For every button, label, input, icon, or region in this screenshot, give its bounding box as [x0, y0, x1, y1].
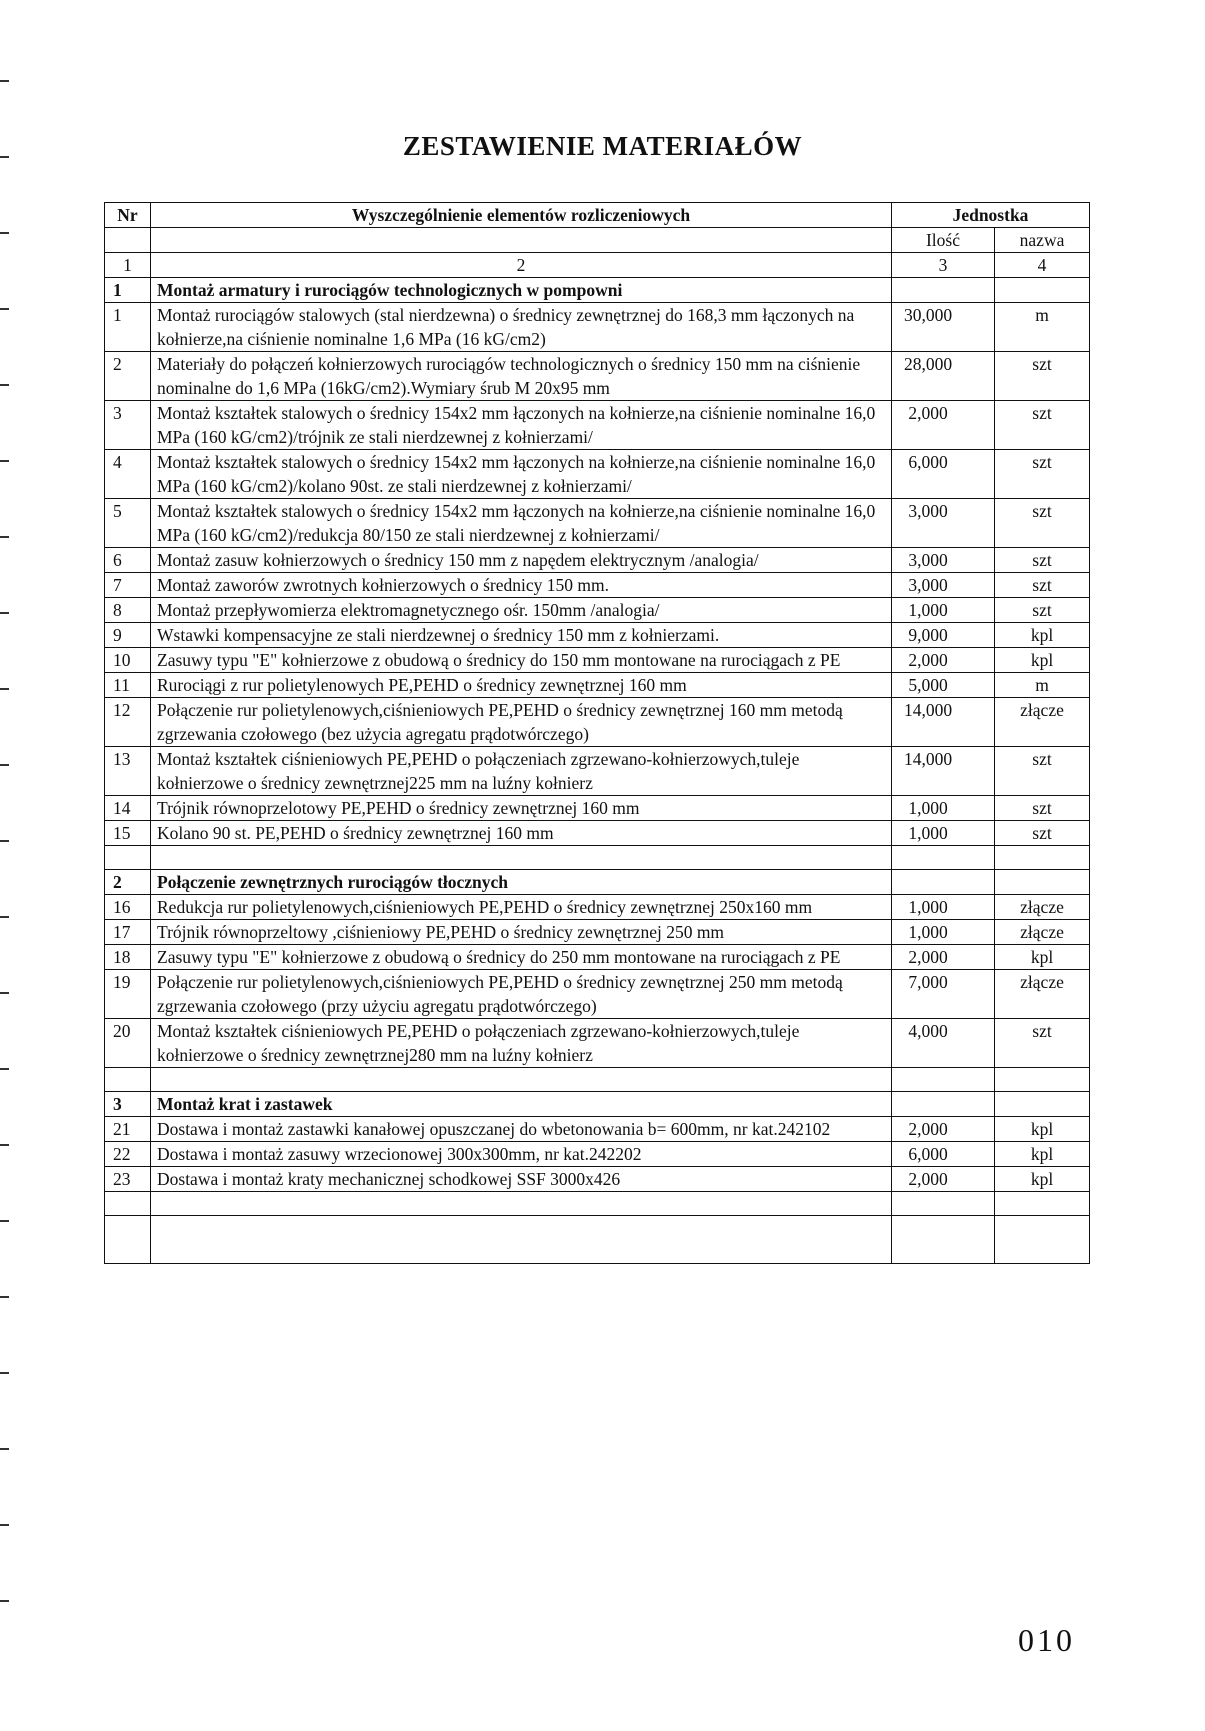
table-row	[105, 970, 1090, 1019]
item-description: Montaż przepływomierza elektromagnetycznego ośr. 150mm /analogia/	[151, 598, 892, 623]
empty-row	[105, 1192, 1090, 1216]
column-number: 1	[105, 253, 151, 278]
item-quantity: 2,000	[892, 648, 995, 673]
item-unit: kpl	[995, 1117, 1090, 1142]
item-description: Montaż kształtek stalowych o średnicy 154x2 mm łączonych na kołnierze,na ciśnienie nominalne 16,0 MPa (160 kG/cm2)/redukcja 80/150 ze stali nierdzewnej z kołnierzami/	[151, 499, 892, 548]
section-title: Połączenie zewnętrznych rurociągów tłocznych	[151, 870, 892, 895]
table-row	[105, 401, 1090, 450]
table-row	[105, 598, 1090, 623]
item-quantity: 3,000	[892, 499, 995, 548]
item-description: Zasuwy typu "E" kołnierzowe z obudową o średnicy do 150 mm montowane na rurociągach z PE	[151, 648, 892, 673]
empty-row	[105, 846, 1090, 870]
item-description: Połączenie rur polietylenowych,ciśnieniowych PE,PEHD o średnicy zewnętrznej 250 mm metodą zgrzewania czołowego (przy użyciu agregatu prądotwórczego)	[151, 970, 892, 1019]
item-number: 4	[105, 450, 151, 499]
item-description: Połączenie rur polietylenowych,ciśnieniowych PE,PEHD o średnicy zewnętrznej 160 mm metodą zgrzewania czołowego (bez użycia agregatu prądotwórczego)	[151, 698, 892, 747]
item-quantity: 3,000	[892, 548, 995, 573]
item-unit: szt	[995, 573, 1090, 598]
item-quantity: 1,000	[892, 598, 995, 623]
empty-row	[105, 1068, 1090, 1092]
item-description: Montaż rurociągów stalowych (stal nierdzewna) o średnicy zewnętrznej do 168,3 mm łączonych na kołnierze,na ciśnienie nominalne 1,6 MPa (16 kG/cm2)	[151, 303, 892, 352]
table-row	[105, 352, 1090, 401]
table-subheader-row	[105, 228, 1090, 253]
item-quantity: 14,000	[892, 747, 995, 796]
item-unit: złącze	[995, 920, 1090, 945]
item-description: Redukcja rur polietylenowych,ciśnieniowych PE,PEHD o średnicy zewnętrznej 250x160 mm	[151, 895, 892, 920]
table-row	[105, 499, 1090, 548]
table-row	[105, 303, 1090, 352]
section-row	[105, 1092, 1090, 1117]
table-row	[105, 945, 1090, 970]
item-number: 14	[105, 796, 151, 821]
item-quantity: 28,000	[892, 352, 995, 401]
header-quantity: Ilość	[892, 228, 995, 253]
item-description: Montaż kształtek ciśnieniowych PE,PEHD o połączeniach zgrzewano-kołnierzowych,tuleje kołnierzowe o średnicy zewnętrznej225 mm na luźny kołnierz	[151, 747, 892, 796]
page-number: 010	[1018, 1622, 1075, 1658]
item-quantity: 1,000	[892, 796, 995, 821]
item-unit: szt	[995, 401, 1090, 450]
item-quantity: 5,000	[892, 673, 995, 698]
item-number: 16	[105, 895, 151, 920]
item-unit: m	[995, 673, 1090, 698]
section-title: Montaż armatury i rurociągów technologicznych w pompowni	[151, 278, 892, 303]
item-number: 23	[105, 1167, 151, 1192]
item-unit: kpl	[995, 945, 1090, 970]
item-number: 10	[105, 648, 151, 673]
page-title: ZESTAWIENIE MATERIAŁÓW	[402, 131, 803, 161]
item-quantity: 14,000	[892, 698, 995, 747]
item-number: 6	[105, 548, 151, 573]
section-row	[105, 870, 1090, 895]
item-number: 11	[105, 673, 151, 698]
item-description: Kolano 90 st. PE,PEHD o średnicy zewnętrznej 160 mm	[151, 821, 892, 846]
item-number: 22	[105, 1142, 151, 1167]
item-number: 3	[105, 401, 151, 450]
item-quantity: 1,000	[892, 920, 995, 945]
item-unit: szt	[995, 821, 1090, 846]
item-number: 8	[105, 598, 151, 623]
item-description: Montaż zaworów zwrotnych kołnierzowych o średnicy 150 mm.	[151, 573, 892, 598]
item-number: 13	[105, 747, 151, 796]
item-description: Montaż zasuw kołnierzowych o średnicy 150 mm z napędem elektrycznym /analogia/	[151, 548, 892, 573]
scan-margin-ticks	[0, 0, 14, 1731]
item-description: Montaż kształtek stalowych o średnicy 154x2 mm łączonych na kołnierze,na ciśnienie nominalne 16,0 MPa (160 kG/cm2)/kolano 90st. ze stali nierdzewnej z kołnierzami/	[151, 450, 892, 499]
item-quantity: 30,000	[892, 303, 995, 352]
table-row	[105, 450, 1090, 499]
table-row	[105, 548, 1090, 573]
item-number: 2	[105, 352, 151, 401]
header-nr: Nr	[105, 203, 151, 228]
item-quantity: 2,000	[892, 1167, 995, 1192]
header-description: Wyszczególnienie elementów rozliczeniowych	[151, 203, 892, 228]
item-unit: szt	[995, 747, 1090, 796]
section-number: 3	[105, 1092, 151, 1117]
item-description: Zasuwy typu "E" kołnierzowe z obudową o średnicy do 250 mm montowane na rurociągach z PE	[151, 945, 892, 970]
item-unit: szt	[995, 796, 1090, 821]
item-quantity: 2,000	[892, 945, 995, 970]
item-description: Dostawa i montaż zasuwy wrzecionowej 300x300mm, nr kat.242202	[151, 1142, 892, 1167]
item-number: 5	[105, 499, 151, 548]
item-number: 21	[105, 1117, 151, 1142]
header-unit-name: nazwa	[995, 228, 1090, 253]
item-quantity: 4,000	[892, 1019, 995, 1068]
item-number: 19	[105, 970, 151, 1019]
table-header-row	[105, 203, 1090, 228]
item-unit: szt	[995, 352, 1090, 401]
item-quantity: 1,000	[892, 821, 995, 846]
item-quantity: 2,000	[892, 401, 995, 450]
item-unit: kpl	[995, 1167, 1090, 1192]
item-quantity: 6,000	[892, 1142, 995, 1167]
item-unit: złącze	[995, 698, 1090, 747]
item-description: Materiały do połączeń kołnierzowych rurociągów technologicznych o średnicy 150 mm na ciśnienie nominalne do 1,6 MPa (16kG/cm2).Wymiary śrub M 20x95 mm	[151, 352, 892, 401]
item-number: 15	[105, 821, 151, 846]
item-quantity: 2,000	[892, 1117, 995, 1142]
table-row	[105, 623, 1090, 648]
item-quantity: 3,000	[892, 573, 995, 598]
section-row	[105, 278, 1090, 303]
column-number: 4	[995, 253, 1090, 278]
item-description: Montaż kształtek ciśnieniowych PE,PEHD o połączeniach zgrzewano-kołnierzowych,tuleje kołnierzowe o średnicy zewnętrznej280 mm na luźny kołnierz	[151, 1019, 892, 1068]
item-description: Trójnik równoprzelotowy PE,PEHD o średnicy zewnętrznej 160 mm	[151, 796, 892, 821]
item-quantity: 6,000	[892, 450, 995, 499]
table-row	[105, 1019, 1090, 1068]
item-number: 20	[105, 1019, 151, 1068]
table-row	[105, 573, 1090, 598]
table-row	[105, 1117, 1090, 1142]
item-number: 18	[105, 945, 151, 970]
table-row	[105, 920, 1090, 945]
table-row	[105, 1167, 1090, 1192]
item-unit: złącze	[995, 895, 1090, 920]
item-unit: szt	[995, 548, 1090, 573]
materials-table	[104, 202, 1090, 1264]
table-row	[105, 1142, 1090, 1167]
empty-row	[105, 1216, 1090, 1264]
table-row	[105, 796, 1090, 821]
item-quantity: 7,000	[892, 970, 995, 1019]
item-number: 17	[105, 920, 151, 945]
table-row	[105, 895, 1090, 920]
item-quantity: 9,000	[892, 623, 995, 648]
item-number: 7	[105, 573, 151, 598]
item-description: Rurociągi z rur polietylenowych PE,PEHD o średnicy zewnętrznej 160 mm	[151, 673, 892, 698]
item-description: Wstawki kompensacyjne ze stali nierdzewnej o średnicy 150 mm z kołnierzami.	[151, 623, 892, 648]
table-row	[105, 821, 1090, 846]
table-row	[105, 648, 1090, 673]
item-number: 9	[105, 623, 151, 648]
item-unit: m	[995, 303, 1090, 352]
column-number: 2	[151, 253, 892, 278]
item-unit: złącze	[995, 970, 1090, 1019]
item-unit: szt	[995, 1019, 1090, 1068]
item-description: Trójnik równoprzeltowy ,ciśnieniowy PE,PEHD o średnicy zewnętrznej 250 mm	[151, 920, 892, 945]
item-unit: szt	[995, 598, 1090, 623]
table-row	[105, 698, 1090, 747]
item-number: 12	[105, 698, 151, 747]
table-row	[105, 747, 1090, 796]
header-unit: Jednostka	[892, 203, 1090, 228]
item-unit: kpl	[995, 648, 1090, 673]
item-description: Dostawa i montaż zastawki kanałowej opuszczanej do wbetonowania b= 600mm, nr kat.242102	[151, 1117, 892, 1142]
table-row	[105, 673, 1090, 698]
item-unit: kpl	[995, 623, 1090, 648]
item-number: 1	[105, 303, 151, 352]
item-description: Dostawa i montaż kraty mechanicznej schodkowej SSF 3000x426	[151, 1167, 892, 1192]
column-number-row	[105, 253, 1090, 278]
item-quantity: 1,000	[892, 895, 995, 920]
column-number: 3	[892, 253, 995, 278]
item-description: Montaż kształtek stalowych o średnicy 154x2 mm łączonych na kołnierze,na ciśnienie nominalne 16,0 MPa (160 kG/cm2)/trójnik ze stali nierdzewnej z kołnierzami/	[151, 401, 892, 450]
item-unit: szt	[995, 450, 1090, 499]
item-unit: kpl	[995, 1142, 1090, 1167]
item-unit: szt	[995, 499, 1090, 548]
section-title: Montaż krat i zastawek	[151, 1092, 892, 1117]
section-number: 1	[105, 278, 151, 303]
section-number: 2	[105, 870, 151, 895]
